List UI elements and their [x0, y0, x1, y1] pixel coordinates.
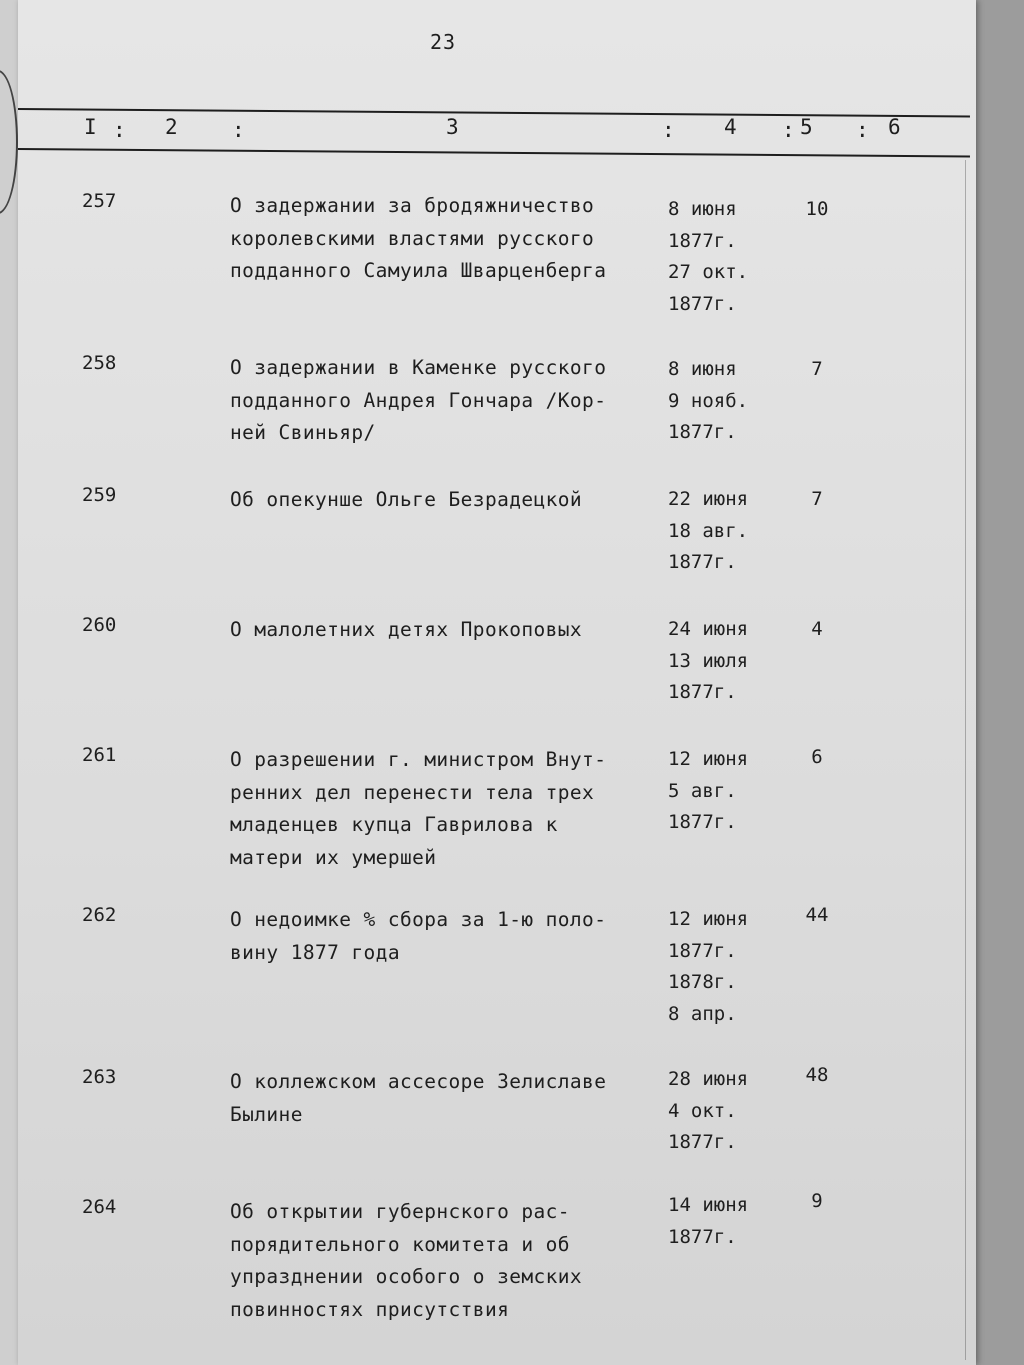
entry-dates: 8 июня 9 нояб. 1877г. [668, 358, 749, 443]
entry-dates: 8 июня 1877г. 27 окт. 1877г. [668, 198, 749, 315]
binding-curl [0, 70, 18, 214]
entry-title: О недоимке % сбора за 1-ю поло- вину 1877 года [230, 908, 607, 964]
right-margin-line [965, 160, 966, 1360]
entry-sheet-count: 44 [805, 904, 829, 926]
column-separator: : [113, 118, 126, 142]
entry-sheet-count: 7 [811, 488, 823, 510]
entry-dates: 12 июня 1877г. 1878г. 8 апр. [668, 908, 749, 1025]
entry-title: Об опекунше Ольге Безрадецкой [230, 488, 583, 511]
entry-title: О задержании за бродяжничество королевскими властями русского подданного Самуила Шварценберга [230, 194, 607, 282]
page-number: 23 [430, 30, 457, 54]
column-separator: : [782, 118, 795, 142]
entry-dates: 24 июня 13 июля 1877г. [668, 618, 749, 703]
entry-dates: 28 июня 4 окт. 1877г. [668, 1068, 749, 1153]
column-header-6: 6 [888, 115, 901, 139]
column-header-4: 4 [724, 115, 737, 139]
entry-sheet-count: 48 [805, 1064, 829, 1086]
entry-title: О малолетних детях Прокоповых [230, 618, 583, 641]
column-header-2: 2 [165, 115, 178, 139]
entry-title: О коллежском ассесоре Зелиславе Былине [230, 1070, 607, 1126]
binding-edge [0, 0, 19, 1365]
entry-dates: 14 июня 1877г. [668, 1194, 749, 1248]
column-separator: : [856, 118, 869, 142]
entry-number: 264 [82, 1196, 117, 1218]
entry-number: 259 [82, 484, 117, 506]
entry-sheet-count: 4 [811, 618, 823, 640]
entry-sheet-count: 7 [811, 358, 823, 380]
entry-dates: 12 июня 5 авг. 1877г. [668, 748, 749, 833]
entry-sheet-count: 10 [805, 198, 829, 220]
entry-number: 263 [82, 1066, 117, 1088]
entry-number: 261 [82, 744, 117, 766]
column-header-3: 3 [446, 115, 459, 139]
entry-number: 260 [82, 614, 117, 636]
entry-title: Об открытии губернского рас- порядительного комитета и об упразднении особого о земских повинностях присутствия [230, 1200, 583, 1321]
entry-dates: 22 июня 18 авг. 1877г. [668, 488, 749, 573]
entry-title: О разрешении г. министром Внут- ренних дел перенести тела трех младенцев купца Гаврилова к матери их умершей [230, 748, 607, 869]
column-header-5: 5 [800, 115, 813, 139]
entry-sheet-count: 9 [811, 1190, 823, 1212]
column-separator: : [662, 118, 675, 142]
column-header-1: I [84, 115, 97, 139]
entry-sheet-count: 6 [811, 746, 823, 768]
entry-number: 257 [82, 190, 117, 212]
entry-number: 262 [82, 904, 117, 926]
entry-title: О задержании в Каменке русского подданного Андрея Гончара /Кор- ней Свиньяр/ [230, 356, 607, 444]
column-separator: : [232, 118, 245, 142]
right-page-edge [976, 0, 1024, 1365]
entry-number: 258 [82, 352, 117, 374]
